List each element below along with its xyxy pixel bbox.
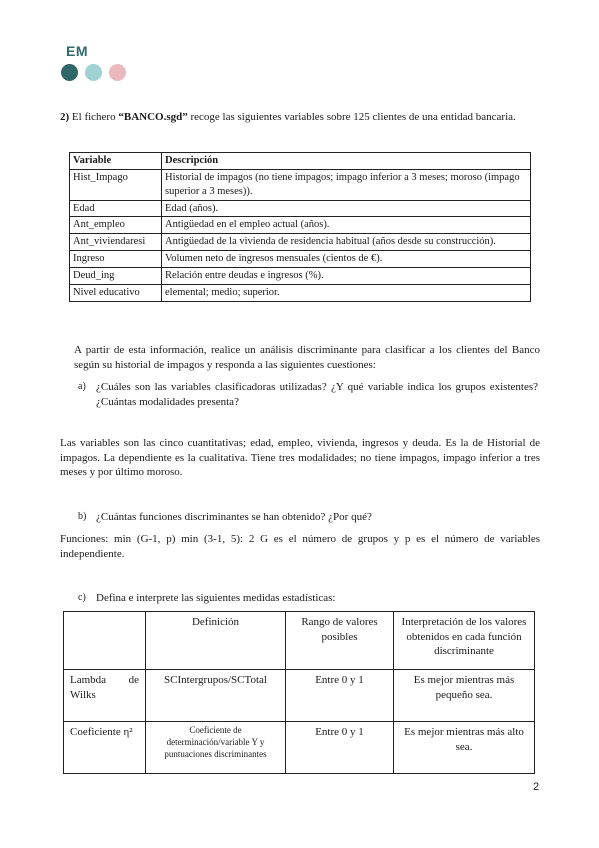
question-text-before: El fichero — [69, 111, 119, 123]
question-2 — [60, 110, 540, 125]
table-row — [64, 670, 535, 722]
variable-description: elemental; medio; superior. — [162, 284, 531, 301]
question-filename: “BANCO.sgd” — [118, 111, 188, 123]
variable-name: Hist_Impago — [70, 169, 162, 200]
variable-description: Historial de impagos (no tiene impagos; impago inferior a 3 meses; moroso (impago superior a 3 meses)). — [162, 169, 531, 200]
question-a — [78, 380, 538, 409]
table-row — [70, 217, 531, 234]
question-letter: a) — [78, 381, 86, 392]
table-header-row — [64, 612, 535, 670]
question-c — [78, 591, 538, 606]
logo-dot-pink — [109, 64, 126, 81]
logo-dot-teal — [85, 64, 102, 81]
header-variable: Variable — [70, 153, 162, 170]
header-range: Rango de valores posibles — [286, 612, 394, 670]
measure-name: Coeficiente η² — [64, 722, 146, 774]
measures-table — [63, 611, 535, 774]
logo-dot-dark — [61, 64, 78, 81]
answer-b: Funciones: min (G-1, p) min (3-1, 5): 2 G es el número de grupos y p es el número de variables independiente. — [60, 533, 540, 560]
variable-name: Edad — [70, 200, 162, 217]
variable-description: Antigüedad de la vivienda de residencia habitual (años desde su construcción). — [162, 234, 531, 251]
intro-paragraph: A partir de esta información, realice un análisis discriminante para clasificar a los clientes del Banco según su historial de impagos y responda a las siguientes cuestiones: — [74, 344, 540, 371]
measure-range: Entre 0 y 1 — [286, 670, 394, 722]
variable-description: Volumen neto de ingresos mensuales (cientos de €). — [162, 251, 531, 268]
question-number: 2) — [60, 111, 70, 123]
header-description: Descripción — [162, 153, 531, 170]
answer-a: Las variables son las cinco cuantitativas; edad, empleo, vivienda, ingresos y deuda. Es la de Historial de impagos. La dependiente es la cualitativa. Tiene tres modalidades; no tiene impagos, impago inferior a tres meses y por último moroso. — [60, 437, 540, 479]
table-row — [70, 200, 531, 217]
variable-name: Ant_empleo — [70, 217, 162, 234]
table-row — [70, 251, 531, 268]
table-row — [70, 169, 531, 200]
variable-description: Relación entre deudas e ingresos (%). — [162, 268, 531, 285]
measure-interpretation: Es mejor mientras más alto sea. — [394, 722, 535, 774]
table-row — [64, 722, 535, 774]
measure-definition: Coeficiente de determinación/variable Y y puntuaciones discriminantes — [146, 722, 286, 774]
question-text: Defina e interprete las siguientes medidas estadísticas: — [96, 592, 336, 604]
variable-description: Edad (años). — [162, 200, 531, 217]
question-text-after: recoge las siguientes variables sobre 125 clientes de una entidad bancaria. — [187, 111, 516, 123]
logo-dots — [61, 64, 126, 81]
variables-table — [69, 152, 531, 302]
measure-definition: SCIntergrupos/SCTotal — [146, 670, 286, 722]
header-interpretation: Interpretación de los valores obtenidos en cada función discriminante — [394, 612, 535, 670]
variable-name: Ingreso — [70, 251, 162, 268]
table-row — [70, 268, 531, 285]
question-text: ¿Cuántas funciones discriminantes se han obtenido? ¿Por qué? — [96, 511, 372, 523]
question-text: ¿Cuáles son las variables clasificadoras utilizadas? ¿Y qué variable indica los grupos existentes? ¿Cuántas modalidades presenta? — [96, 381, 538, 408]
measure-range: Entre 0 y 1 — [286, 722, 394, 774]
header-definition: Definición — [146, 612, 286, 670]
question-letter: b) — [78, 511, 87, 522]
table-row — [70, 284, 531, 301]
page-number: 2 — [533, 781, 540, 793]
variable-name: Deud_ing — [70, 268, 162, 285]
variable-description: Antigüedad en el empleo actual (años). — [162, 217, 531, 234]
table-header-row — [70, 153, 531, 170]
question-b — [78, 510, 538, 525]
variable-name: Ant_viviendaresi — [70, 234, 162, 251]
measure-name: Lambda de Wilks — [64, 670, 146, 722]
question-letter: c) — [78, 592, 86, 603]
header-empty — [64, 612, 146, 670]
logo-text: EM — [66, 43, 88, 59]
table-row — [70, 234, 531, 251]
measure-interpretation: Es mejor mientras más pequeño sea. — [394, 670, 535, 722]
variable-name: Nivel educativo — [70, 284, 162, 301]
